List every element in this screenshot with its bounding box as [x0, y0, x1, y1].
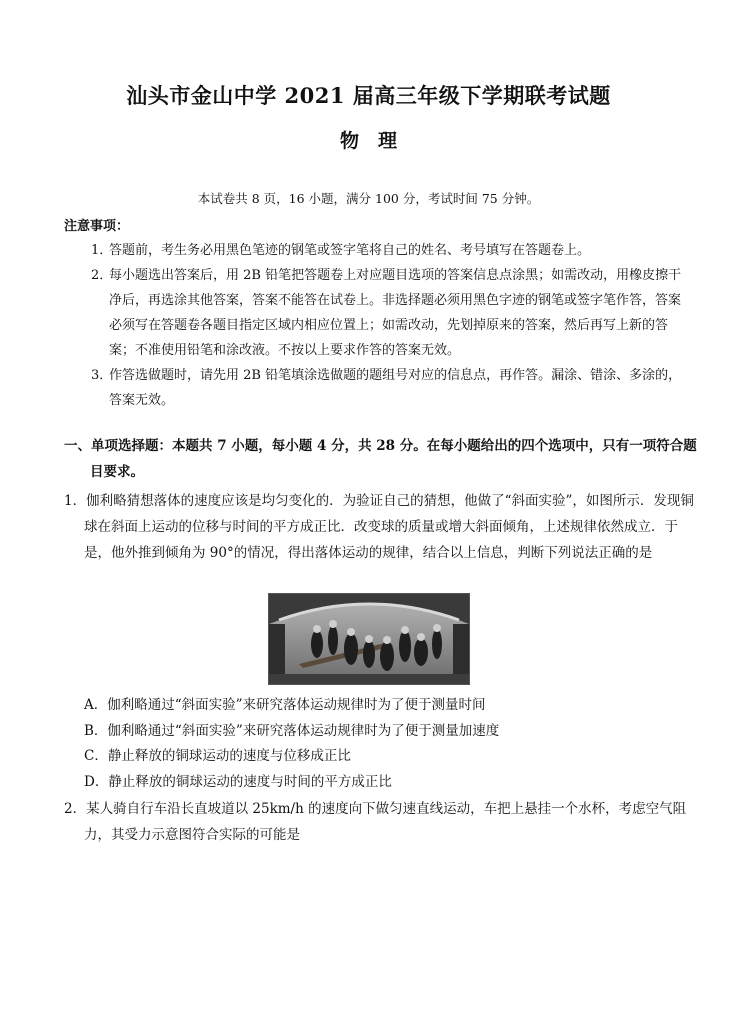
option-c: C．静止释放的铜球运动的速度与位移成正比 [84, 748, 351, 764]
question-number: 2． [64, 801, 87, 817]
exam-info: 本试卷共 8 页，16 小题，满分 100 分，考试时间 75 分钟。 [197, 191, 540, 206]
option-d: D．静止释放的铜球运动的速度与时间的平方成正比 [84, 773, 392, 790]
notice-text: 作答选做题时，请先用 2B 铅笔填涂选做题的题组号对应的信息点，再作答。漏涂、错涂、多涂的，答案无效。 [109, 368, 682, 408]
notice-text: 答题前，考生务必用黑色笔迹的钢笔或签字笔将自己的姓名、考号填写在答题卷上。 [109, 243, 591, 258]
question-1-options [84, 693, 684, 795]
notice-number: 2． [91, 268, 113, 283]
exam-title: 汕头市金山中学 2021 届高三年级下学期联考试题 [126, 83, 611, 108]
exam-subject: 物 理 [339, 130, 397, 152]
question-text: 伽利略猜想落体的速度应该是均匀变化的．为验证自己的猜想，他做了“斜面实验”，如图所示．发现铜球在斜面上运动的位移与时间的平方成正比．改变球的质量或增大斜面倾角，上述规律依然成立．于是，他外推到倾角为 90°的情况，得出落体运动的规律，结合以上信息，判断下列说法正确的是 [84, 493, 694, 561]
notice-number: 1． [91, 243, 113, 258]
question-text: 某人骑自行车沿长直坡道以 25km/h 的速度向下做匀速直线运动，车把上悬挂一个水杯，考虑空气阻力，其受力示意图符合实际的可能是 [84, 801, 687, 843]
notice-item-1 [64, 238, 684, 263]
notice-list [64, 238, 684, 413]
notice-number: 3． [91, 368, 113, 383]
option-b: B．伽利略通过“斜面实验”来研究落体运动规律时为了便于测量加速度 [84, 722, 500, 739]
option-a: A．伽利略通过“斜面实验”来研究落体运动规律时为了便于测量时间 [84, 697, 486, 713]
notice-heading: 注意事项： [64, 219, 130, 234]
question-2 [64, 796, 704, 848]
notice-item-2 [64, 263, 684, 363]
figure-illustration [269, 594, 469, 684]
section-heading-single-choice: 一、单项选择题：本题共 7 小题，每小题 4 分，共 28 分。在每小题给出的四个选项中，只有一项符合题目要求。 [64, 438, 697, 480]
galileo-experiment-figure [268, 593, 470, 685]
question-number: 1． [64, 493, 87, 509]
notice-item-3 [64, 363, 684, 413]
question-1 [64, 488, 704, 566]
notice-text: 每小题选出答案后，用 2B 铅笔把答题卷上对应题目选项的答案信息点涂黑；如需改动，用橡皮擦干净后，再选涂其他答案，答案不能答在试卷上。非选择题必须用黑色字迹的钢笔或签字笔作答，答案必须写在答题卷各题目指定区域内相应位置上；如需改动，先划掉原来的答案，然后再写上新的答案；不准使用铅笔和涂改液。不按以上要求作答的答案无效。 [109, 268, 682, 358]
